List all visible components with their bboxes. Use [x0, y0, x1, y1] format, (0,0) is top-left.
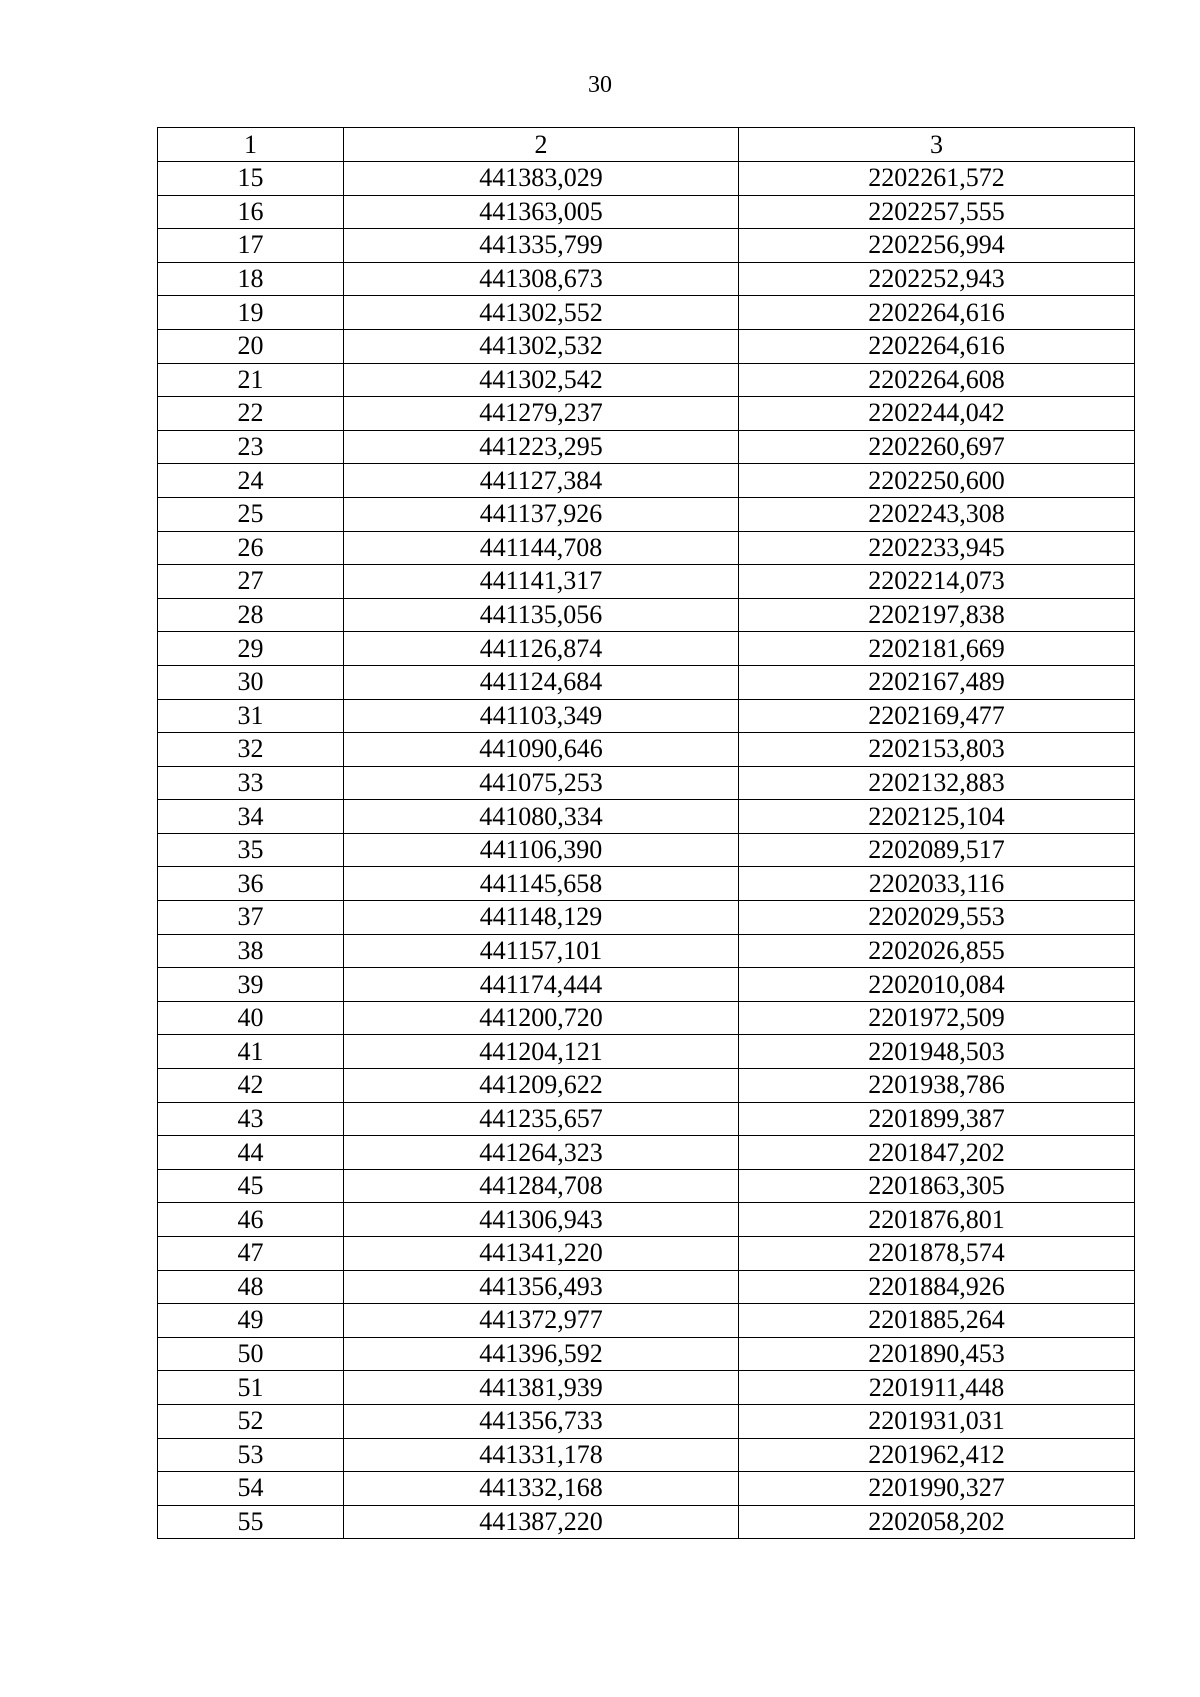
table-row	[158, 262, 1135, 296]
table-row	[158, 1438, 1135, 1472]
table-row	[158, 195, 1135, 229]
coordinates-table	[157, 127, 1135, 1539]
point-number-cell: 34	[158, 800, 344, 834]
table-row	[158, 934, 1135, 968]
x-coordinate-cell: 441387,220	[344, 1505, 739, 1539]
point-number-cell: 44	[158, 1136, 344, 1170]
point-number-cell: 46	[158, 1203, 344, 1237]
table-row	[158, 464, 1135, 498]
y-coordinate-cell: 2202264,616	[739, 329, 1135, 363]
x-coordinate-cell: 441284,708	[344, 1169, 739, 1203]
point-number-cell: 24	[158, 464, 344, 498]
y-coordinate-cell: 2202243,308	[739, 497, 1135, 531]
point-number-cell: 55	[158, 1505, 344, 1539]
table-row	[158, 296, 1135, 330]
x-coordinate-cell: 441335,799	[344, 229, 739, 263]
y-coordinate-cell: 2202264,608	[739, 363, 1135, 397]
y-coordinate-cell: 2201863,305	[739, 1169, 1135, 1203]
x-coordinate-cell: 441209,622	[344, 1069, 739, 1103]
table-row	[158, 329, 1135, 363]
y-coordinate-cell: 2202260,697	[739, 430, 1135, 464]
point-number-cell: 47	[158, 1237, 344, 1271]
y-coordinate-cell: 2202029,553	[739, 901, 1135, 935]
x-coordinate-cell: 441135,056	[344, 598, 739, 632]
table-row	[158, 1472, 1135, 1506]
table-row	[158, 1237, 1135, 1271]
x-coordinate-cell: 441363,005	[344, 195, 739, 229]
column-header: 2	[344, 128, 739, 162]
y-coordinate-cell: 2202264,616	[739, 296, 1135, 330]
table-body	[158, 162, 1135, 1539]
table-row	[158, 1136, 1135, 1170]
point-number-cell: 51	[158, 1371, 344, 1405]
point-number-cell: 52	[158, 1404, 344, 1438]
x-coordinate-cell: 441235,657	[344, 1102, 739, 1136]
y-coordinate-cell: 2202033,116	[739, 867, 1135, 901]
point-number-cell: 21	[158, 363, 344, 397]
x-coordinate-cell: 441106,390	[344, 833, 739, 867]
table-row	[158, 1371, 1135, 1405]
table-row	[158, 162, 1135, 196]
point-number-cell: 17	[158, 229, 344, 263]
table-row	[158, 1270, 1135, 1304]
y-coordinate-cell: 2202252,943	[739, 262, 1135, 296]
table-row	[158, 632, 1135, 666]
table-row	[158, 1505, 1135, 1539]
table-row	[158, 1035, 1135, 1069]
point-number-cell: 29	[158, 632, 344, 666]
table-row	[158, 1001, 1135, 1035]
y-coordinate-cell: 2202167,489	[739, 665, 1135, 699]
point-number-cell: 33	[158, 766, 344, 800]
column-header: 1	[158, 128, 344, 162]
point-number-cell: 54	[158, 1472, 344, 1506]
x-coordinate-cell: 441306,943	[344, 1203, 739, 1237]
x-coordinate-cell: 441090,646	[344, 733, 739, 767]
point-number-cell: 32	[158, 733, 344, 767]
table-row	[158, 901, 1135, 935]
table-row	[158, 665, 1135, 699]
x-coordinate-cell: 441302,542	[344, 363, 739, 397]
y-coordinate-cell: 2201972,509	[739, 1001, 1135, 1035]
x-coordinate-cell: 441124,684	[344, 665, 739, 699]
y-coordinate-cell: 2201899,387	[739, 1102, 1135, 1136]
y-coordinate-cell: 2202089,517	[739, 833, 1135, 867]
point-number-cell: 27	[158, 565, 344, 599]
x-coordinate-cell: 441331,178	[344, 1438, 739, 1472]
point-number-cell: 39	[158, 968, 344, 1002]
table-row	[158, 1203, 1135, 1237]
y-coordinate-cell: 2202244,042	[739, 397, 1135, 431]
y-coordinate-cell: 2201878,574	[739, 1237, 1135, 1271]
x-coordinate-cell: 441223,295	[344, 430, 739, 464]
y-coordinate-cell: 2202257,555	[739, 195, 1135, 229]
y-coordinate-cell: 2202026,855	[739, 934, 1135, 968]
point-number-cell: 37	[158, 901, 344, 935]
y-coordinate-cell: 2201931,031	[739, 1404, 1135, 1438]
column-header: 3	[739, 128, 1135, 162]
point-number-cell: 26	[158, 531, 344, 565]
table-row	[158, 766, 1135, 800]
table-row	[158, 531, 1135, 565]
table-row	[158, 1404, 1135, 1438]
point-number-cell: 50	[158, 1337, 344, 1371]
y-coordinate-cell: 2201948,503	[739, 1035, 1135, 1069]
y-coordinate-cell: 2201911,448	[739, 1371, 1135, 1405]
y-coordinate-cell: 2202233,945	[739, 531, 1135, 565]
y-coordinate-cell: 2201962,412	[739, 1438, 1135, 1472]
y-coordinate-cell: 2202010,084	[739, 968, 1135, 1002]
y-coordinate-cell: 2201847,202	[739, 1136, 1135, 1170]
point-number-cell: 23	[158, 430, 344, 464]
point-number-cell: 43	[158, 1102, 344, 1136]
point-number-cell: 38	[158, 934, 344, 968]
y-coordinate-cell: 2202181,669	[739, 632, 1135, 666]
table-row	[158, 1102, 1135, 1136]
x-coordinate-cell: 441279,237	[344, 397, 739, 431]
x-coordinate-cell: 441137,926	[344, 497, 739, 531]
x-coordinate-cell: 441144,708	[344, 531, 739, 565]
table-row	[158, 800, 1135, 834]
table-row	[158, 968, 1135, 1002]
x-coordinate-cell: 441383,029	[344, 162, 739, 196]
x-coordinate-cell: 441264,323	[344, 1136, 739, 1170]
y-coordinate-cell: 2202153,803	[739, 733, 1135, 767]
x-coordinate-cell: 441381,939	[344, 1371, 739, 1405]
point-number-cell: 19	[158, 296, 344, 330]
y-coordinate-cell: 2202261,572	[739, 162, 1135, 196]
table-row	[158, 1304, 1135, 1338]
point-number-cell: 45	[158, 1169, 344, 1203]
y-coordinate-cell: 2201938,786	[739, 1069, 1135, 1103]
x-coordinate-cell: 441341,220	[344, 1237, 739, 1271]
x-coordinate-cell: 441174,444	[344, 968, 739, 1002]
table-row	[158, 229, 1135, 263]
table-row	[158, 833, 1135, 867]
point-number-cell: 16	[158, 195, 344, 229]
x-coordinate-cell: 441308,673	[344, 262, 739, 296]
y-coordinate-cell: 2201890,453	[739, 1337, 1135, 1371]
table-row	[158, 867, 1135, 901]
x-coordinate-cell: 441396,592	[344, 1337, 739, 1371]
x-coordinate-cell: 441148,129	[344, 901, 739, 935]
x-coordinate-cell: 441103,349	[344, 699, 739, 733]
point-number-cell: 36	[158, 867, 344, 901]
table-row	[158, 430, 1135, 464]
y-coordinate-cell: 2202214,073	[739, 565, 1135, 599]
x-coordinate-cell: 441200,720	[344, 1001, 739, 1035]
point-number-cell: 53	[158, 1438, 344, 1472]
y-coordinate-cell: 2202197,838	[739, 598, 1135, 632]
x-coordinate-cell: 441126,874	[344, 632, 739, 666]
table-row	[158, 598, 1135, 632]
x-coordinate-cell: 441372,977	[344, 1304, 739, 1338]
y-coordinate-cell: 2202250,600	[739, 464, 1135, 498]
x-coordinate-cell: 441127,384	[344, 464, 739, 498]
x-coordinate-cell: 441080,334	[344, 800, 739, 834]
point-number-cell: 20	[158, 329, 344, 363]
y-coordinate-cell: 2201884,926	[739, 1270, 1135, 1304]
table-row	[158, 699, 1135, 733]
y-coordinate-cell: 2201885,264	[739, 1304, 1135, 1338]
point-number-cell: 25	[158, 497, 344, 531]
point-number-cell: 18	[158, 262, 344, 296]
x-coordinate-cell: 441302,552	[344, 296, 739, 330]
point-number-cell: 22	[158, 397, 344, 431]
table-row	[158, 1169, 1135, 1203]
point-number-cell: 28	[158, 598, 344, 632]
x-coordinate-cell: 441204,121	[344, 1035, 739, 1069]
point-number-cell: 42	[158, 1069, 344, 1103]
x-coordinate-cell: 441141,317	[344, 565, 739, 599]
point-number-cell: 15	[158, 162, 344, 196]
table-row	[158, 397, 1135, 431]
y-coordinate-cell: 2202132,883	[739, 766, 1135, 800]
table-row	[158, 497, 1135, 531]
x-coordinate-cell: 441157,101	[344, 934, 739, 968]
y-coordinate-cell: 2202256,994	[739, 229, 1135, 263]
point-number-cell: 48	[158, 1270, 344, 1304]
point-number-cell: 35	[158, 833, 344, 867]
table-row	[158, 565, 1135, 599]
point-number-cell: 41	[158, 1035, 344, 1069]
table-row	[158, 363, 1135, 397]
x-coordinate-cell: 441356,733	[344, 1404, 739, 1438]
table-header-row	[158, 128, 1135, 162]
y-coordinate-cell: 2202125,104	[739, 800, 1135, 834]
table-row	[158, 1069, 1135, 1103]
point-number-cell: 49	[158, 1304, 344, 1338]
x-coordinate-cell: 441302,532	[344, 329, 739, 363]
y-coordinate-cell: 2202058,202	[739, 1505, 1135, 1539]
x-coordinate-cell: 441356,493	[344, 1270, 739, 1304]
point-number-cell: 40	[158, 1001, 344, 1035]
y-coordinate-cell: 2201876,801	[739, 1203, 1135, 1237]
y-coordinate-cell: 2201990,327	[739, 1472, 1135, 1506]
point-number-cell: 30	[158, 665, 344, 699]
x-coordinate-cell: 441332,168	[344, 1472, 739, 1506]
page-number: 30	[588, 72, 612, 98]
x-coordinate-cell: 441075,253	[344, 766, 739, 800]
point-number-cell: 31	[158, 699, 344, 733]
y-coordinate-cell: 2202169,477	[739, 699, 1135, 733]
table-row	[158, 733, 1135, 767]
table-row	[158, 1337, 1135, 1371]
x-coordinate-cell: 441145,658	[344, 867, 739, 901]
